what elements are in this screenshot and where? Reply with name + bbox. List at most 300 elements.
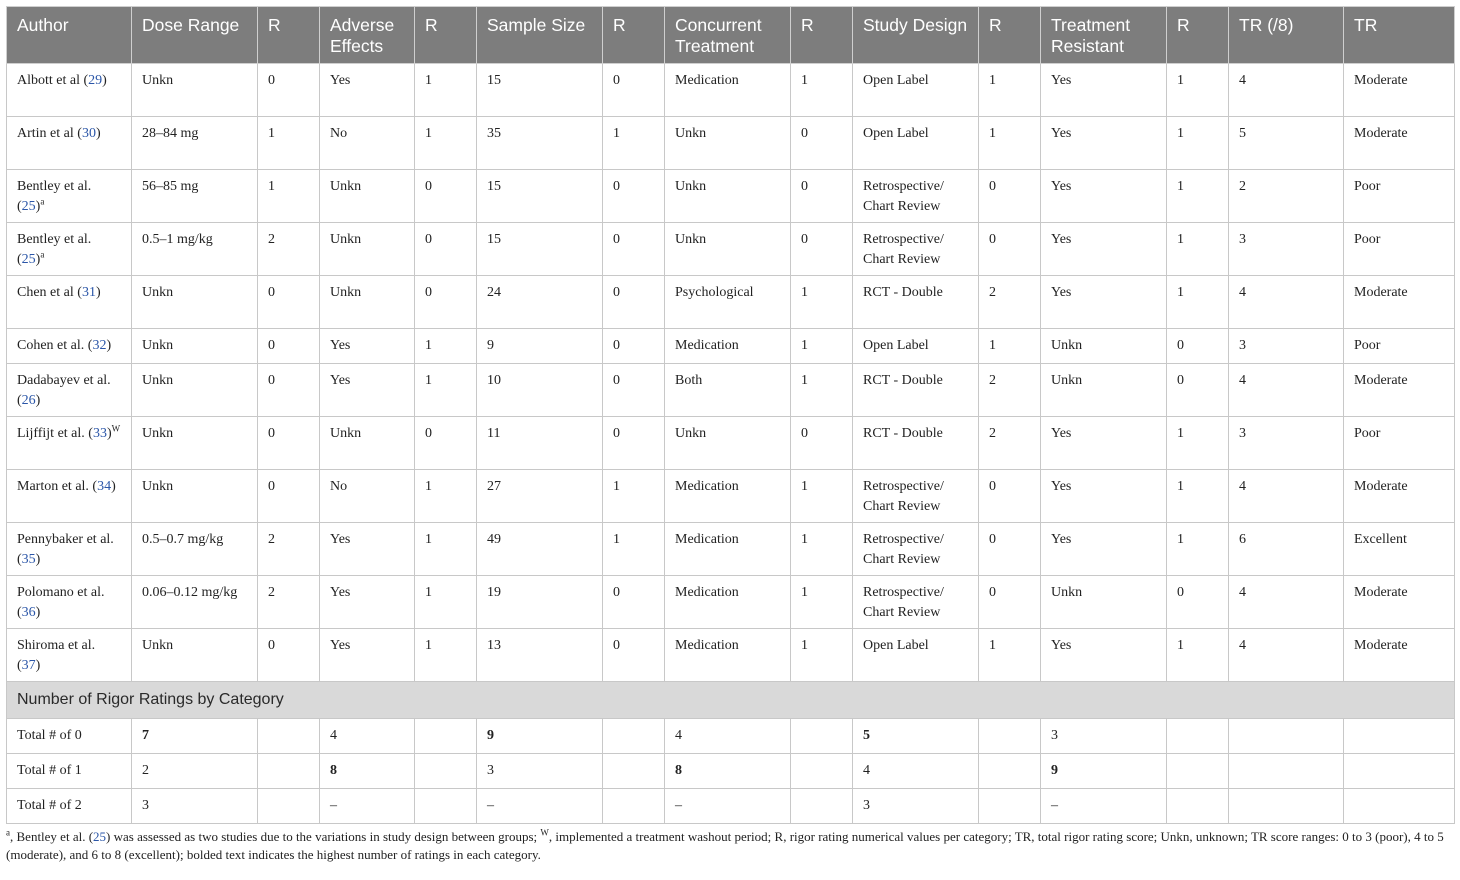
treatment-resistant-cell: Yes: [1041, 276, 1167, 329]
adverse-effects-cell: Yes: [320, 576, 415, 629]
ref-close: ): [35, 605, 41, 620]
empty-cell: [1344, 719, 1455, 754]
rating-cell: 1: [603, 470, 665, 523]
table-row: [7, 276, 1455, 329]
tr-category-cell: Poor: [1344, 329, 1455, 364]
author-name: Pennybaker et al.: [17, 532, 114, 547]
author-name: Marton et al.: [17, 479, 89, 494]
rating-cell: 2: [979, 364, 1041, 417]
adverse-effects-cell: Yes: [320, 64, 415, 117]
rating-cell: 0: [603, 276, 665, 329]
rating-cell: 0: [1167, 576, 1229, 629]
footnote-marker: W: [111, 423, 121, 434]
empty-cell: [1167, 719, 1229, 754]
rating-cell: 1: [415, 117, 477, 170]
rating-cell: 1: [258, 117, 320, 170]
rating-cell: 0: [258, 364, 320, 417]
author-name: Bentley et al.: [17, 179, 92, 194]
author-cell: [7, 523, 132, 576]
rating-cell: 1: [1167, 276, 1229, 329]
column-header: Sample Size: [477, 7, 603, 64]
rating-cell: 2: [979, 276, 1041, 329]
rating-cell: 0: [1167, 364, 1229, 417]
dose-range-cell: 0.06–0.12 mg/kg: [132, 576, 258, 629]
footnote-text-3: , implemented a treatment washout period; R, rigor rating numerical values per category; TR, total rigor rating score; Unkn, unknown; TR score ranges: 0 to 3 (poor), 4 to 5 (moderate), and 6 to 8 (excellent); bolded text indicates the highest number of ratings in each category.: [6, 829, 1444, 862]
ref-close: ): [106, 338, 112, 353]
concurrent-treatment-cell: Medication: [665, 329, 791, 364]
rating-cell: 1: [979, 329, 1041, 364]
sample-size-cell: 15: [477, 64, 603, 117]
concurrent-treatment-cell: Medication: [665, 523, 791, 576]
author-cell: [7, 629, 132, 682]
rating-cell: 0: [603, 417, 665, 470]
adverse-effects-cell: Yes: [320, 364, 415, 417]
study-design-cell: Open Label: [853, 629, 979, 682]
rating-cell: 1: [415, 576, 477, 629]
empty-cell: [258, 789, 320, 824]
total-row: [7, 719, 1455, 754]
column-header: R: [258, 7, 320, 64]
ref-open: (: [87, 338, 93, 353]
tr-score-cell: 4: [1229, 364, 1344, 417]
reference-link[interactable]: 32: [92, 338, 107, 353]
tr-score-cell: 3: [1229, 417, 1344, 470]
footnote-ref-link[interactable]: 25: [93, 829, 107, 844]
column-header: TR: [1344, 7, 1455, 64]
empty-cell: [1229, 789, 1344, 824]
treatment-resistant-cell: Yes: [1041, 117, 1167, 170]
section-header-row: [7, 682, 1455, 719]
tr-category-cell: Moderate: [1344, 64, 1455, 117]
rating-cell: 1: [791, 576, 853, 629]
rating-cell: 0: [258, 276, 320, 329]
tr-category-cell: Poor: [1344, 223, 1455, 276]
reference-link[interactable]: 36: [21, 605, 36, 620]
rating-cell: 1: [415, 470, 477, 523]
table-row: [7, 223, 1455, 276]
empty-cell: [979, 719, 1041, 754]
rating-cell: 1: [791, 64, 853, 117]
sample-size-cell: 27: [477, 470, 603, 523]
author-cell: [7, 417, 132, 470]
author-cell: [7, 364, 132, 417]
sample-size-cell: 11: [477, 417, 603, 470]
table-header-row: [7, 7, 1455, 64]
dose-range-cell: Unkn: [132, 276, 258, 329]
sample-size-cell: 24: [477, 276, 603, 329]
dose-range-cell: Unkn: [132, 364, 258, 417]
ref-open: (: [17, 199, 22, 214]
dose-range-cell: Unkn: [132, 329, 258, 364]
total-count-cell: 3: [1041, 719, 1167, 754]
ref-open: (: [17, 605, 22, 620]
ref-close: ): [35, 393, 41, 408]
reference-link[interactable]: 35: [21, 552, 36, 567]
rating-cell: 0: [979, 523, 1041, 576]
total-count-cell: 9: [1041, 754, 1167, 789]
ref-close: ): [35, 199, 41, 214]
footnote-text-1: , Bentley et al. (: [10, 829, 94, 844]
rating-cell: 1: [1167, 170, 1229, 223]
rating-cell: 1: [979, 629, 1041, 682]
total-label-cell: Total # of 2: [7, 789, 132, 824]
rating-cell: 1: [791, 329, 853, 364]
rating-cell: 1: [791, 470, 853, 523]
rating-cell: 0: [979, 223, 1041, 276]
concurrent-treatment-cell: Medication: [665, 470, 791, 523]
rating-cell: 1: [979, 64, 1041, 117]
total-count-cell: 2: [132, 754, 258, 789]
concurrent-treatment-cell: Medication: [665, 64, 791, 117]
ref-open: (: [77, 285, 82, 300]
ref-close: ): [106, 426, 112, 441]
dose-range-cell: Unkn: [132, 417, 258, 470]
column-header: R: [415, 7, 477, 64]
treatment-resistant-cell: Unkn: [1041, 364, 1167, 417]
ref-open: (: [88, 426, 93, 441]
concurrent-treatment-cell: Both: [665, 364, 791, 417]
dose-range-cell: 0.5–1 mg/kg: [132, 223, 258, 276]
table-container: [6, 6, 1454, 864]
table-row: [7, 329, 1455, 364]
rating-cell: 1: [415, 629, 477, 682]
table-row: [7, 470, 1455, 523]
dose-range-cell: 56–85 mg: [132, 170, 258, 223]
table-body: [7, 64, 1455, 824]
rating-cell: 1: [415, 329, 477, 364]
rating-cell: 0: [791, 223, 853, 276]
table-row: [7, 170, 1455, 223]
empty-cell: [791, 754, 853, 789]
rating-cell: 0: [258, 629, 320, 682]
tr-score-cell: 4: [1229, 576, 1344, 629]
tr-category-cell: Poor: [1344, 417, 1455, 470]
rating-cell: 0: [415, 170, 477, 223]
rating-cell: 2: [258, 523, 320, 576]
ref-close: ): [95, 126, 101, 141]
author-name: Polomano et al.: [17, 585, 105, 600]
total-count-cell: –: [1041, 789, 1167, 824]
study-design-cell: Open Label: [853, 64, 979, 117]
empty-cell: [1344, 789, 1455, 824]
empty-cell: [791, 719, 853, 754]
total-count-cell: 4: [320, 719, 415, 754]
table-footnote: [6, 828, 1454, 864]
total-count-cell: 3: [132, 789, 258, 824]
author-name: Artin et al: [17, 126, 74, 141]
reference-link[interactable]: 30: [81, 126, 96, 141]
column-header: R: [603, 7, 665, 64]
sample-size-cell: 15: [477, 223, 603, 276]
total-count-cell: 8: [665, 754, 791, 789]
rating-cell: 0: [603, 576, 665, 629]
total-count-cell: 3: [853, 789, 979, 824]
rating-cell: 2: [258, 223, 320, 276]
author-cell: [7, 117, 132, 170]
author-name: Lijffijt et al.: [17, 426, 85, 441]
table-row: [7, 629, 1455, 682]
dose-range-cell: Unkn: [132, 470, 258, 523]
study-design-cell: Retrospective/ Chart Review: [853, 576, 979, 629]
study-design-cell: RCT - Double: [853, 364, 979, 417]
rating-cell: 0: [791, 417, 853, 470]
concurrent-treatment-cell: Unkn: [665, 170, 791, 223]
tr-score-cell: 6: [1229, 523, 1344, 576]
rating-cell: 0: [979, 470, 1041, 523]
rating-cell: 1: [791, 364, 853, 417]
concurrent-treatment-cell: Unkn: [665, 117, 791, 170]
adverse-effects-cell: Unkn: [320, 170, 415, 223]
concurrent-treatment-cell: Medication: [665, 576, 791, 629]
empty-cell: [979, 754, 1041, 789]
treatment-resistant-cell: Yes: [1041, 223, 1167, 276]
reference-link[interactable]: 29: [88, 73, 103, 88]
rating-cell: 0: [603, 629, 665, 682]
adverse-effects-cell: Unkn: [320, 223, 415, 276]
tr-score-cell: 4: [1229, 276, 1344, 329]
rating-cell: 2: [979, 417, 1041, 470]
ref-open: (: [77, 126, 82, 141]
author-name: Chen et al: [17, 285, 74, 300]
rating-cell: 0: [791, 170, 853, 223]
adverse-effects-cell: Yes: [320, 523, 415, 576]
rating-cell: 0: [603, 364, 665, 417]
dose-range-cell: Unkn: [132, 64, 258, 117]
empty-cell: [791, 789, 853, 824]
reference-link[interactable]: 31: [81, 285, 96, 300]
column-header: Author: [7, 7, 132, 64]
rating-cell: 1: [415, 64, 477, 117]
study-design-cell: Retrospective/ Chart Review: [853, 223, 979, 276]
empty-cell: [258, 719, 320, 754]
total-label-cell: Total # of 0: [7, 719, 132, 754]
ref-close: ): [35, 658, 41, 673]
treatment-resistant-cell: Yes: [1041, 470, 1167, 523]
footnote-mark-a: a: [6, 827, 10, 838]
treatment-resistant-cell: Yes: [1041, 629, 1167, 682]
total-row: [7, 754, 1455, 789]
ref-close: ): [35, 252, 41, 267]
total-count-cell: 7: [132, 719, 258, 754]
ref-open: (: [83, 73, 89, 88]
rating-cell: 2: [258, 576, 320, 629]
study-design-cell: Open Label: [853, 117, 979, 170]
concurrent-treatment-cell: Unkn: [665, 223, 791, 276]
total-count-cell: –: [665, 789, 791, 824]
author-name: Cohen et al.: [17, 338, 85, 353]
sample-size-cell: 19: [477, 576, 603, 629]
total-count-cell: 9: [477, 719, 603, 754]
rating-cell: 0: [415, 223, 477, 276]
rating-cell: 1: [1167, 223, 1229, 276]
author-cell: [7, 170, 132, 223]
total-count-cell: 4: [853, 754, 979, 789]
adverse-effects-cell: Unkn: [320, 417, 415, 470]
reference-link[interactable]: 25: [21, 252, 36, 267]
treatment-resistant-cell: Yes: [1041, 64, 1167, 117]
study-design-cell: Retrospective/ Chart Review: [853, 170, 979, 223]
footnote-text-2: ) was assessed as two studies due to the variations in study design between groups;: [106, 829, 541, 844]
sample-size-cell: 35: [477, 117, 603, 170]
concurrent-treatment-cell: Psychological: [665, 276, 791, 329]
empty-cell: [1229, 754, 1344, 789]
empty-cell: [415, 789, 477, 824]
table-row: [7, 576, 1455, 629]
dose-range-cell: 0.5–0.7 mg/kg: [132, 523, 258, 576]
rating-cell: 0: [603, 329, 665, 364]
tr-score-cell: 4: [1229, 470, 1344, 523]
dose-range-cell: 28–84 mg: [132, 117, 258, 170]
tr-score-cell: 5: [1229, 117, 1344, 170]
tr-score-cell: 3: [1229, 223, 1344, 276]
author-cell: [7, 64, 132, 117]
table-row: [7, 417, 1455, 470]
rating-cell: 0: [603, 170, 665, 223]
rating-cell: 0: [979, 170, 1041, 223]
ref-open: (: [92, 479, 98, 494]
rating-cell: 0: [979, 576, 1041, 629]
rating-cell: 0: [603, 223, 665, 276]
rating-cell: 0: [415, 417, 477, 470]
tr-score-cell: 4: [1229, 64, 1344, 117]
rating-cell: 1: [1167, 470, 1229, 523]
sample-size-cell: 15: [477, 170, 603, 223]
column-header: R: [979, 7, 1041, 64]
treatment-resistant-cell: Yes: [1041, 170, 1167, 223]
ref-close: ): [35, 552, 41, 567]
reference-link[interactable]: 26: [21, 393, 36, 408]
adverse-effects-cell: No: [320, 470, 415, 523]
table-row: [7, 117, 1455, 170]
empty-cell: [1229, 719, 1344, 754]
rating-cell: 0: [1167, 329, 1229, 364]
empty-cell: [1167, 789, 1229, 824]
total-count-cell: 4: [665, 719, 791, 754]
reference-link[interactable]: 33: [92, 426, 107, 441]
tr-category-cell: Moderate: [1344, 629, 1455, 682]
empty-cell: [1344, 754, 1455, 789]
author-cell: [7, 276, 132, 329]
tr-category-cell: Moderate: [1344, 364, 1455, 417]
author-cell: [7, 576, 132, 629]
sample-size-cell: 10: [477, 364, 603, 417]
total-count-cell: –: [320, 789, 415, 824]
study-design-cell: Open Label: [853, 329, 979, 364]
column-header: Concurrent Treatment: [665, 7, 791, 64]
empty-cell: [603, 789, 665, 824]
total-count-cell: –: [477, 789, 603, 824]
adverse-effects-cell: Yes: [320, 329, 415, 364]
rating-cell: 1: [791, 629, 853, 682]
rating-cell: 0: [258, 470, 320, 523]
total-count-cell: 8: [320, 754, 415, 789]
sample-size-cell: 13: [477, 629, 603, 682]
rating-cell: 1: [1167, 523, 1229, 576]
author-name: Bentley et al.: [17, 232, 92, 247]
empty-cell: [415, 719, 477, 754]
column-header: Treatment Resistant: [1041, 7, 1167, 64]
ref-close: ): [111, 479, 116, 494]
column-header: R: [1167, 7, 1229, 64]
section-title: Number of Rigor Ratings by Category: [7, 682, 1455, 719]
ref-open: (: [17, 552, 22, 567]
table-row: [7, 64, 1455, 117]
tr-category-cell: Poor: [1344, 170, 1455, 223]
rating-cell: 0: [603, 64, 665, 117]
total-count-cell: 5: [853, 719, 979, 754]
total-label-cell: Total # of 1: [7, 754, 132, 789]
rating-cell: 1: [415, 523, 477, 576]
rating-cell: 1: [415, 364, 477, 417]
adverse-effects-cell: Yes: [320, 629, 415, 682]
column-header: TR (/8): [1229, 7, 1344, 64]
footnote-marker: a: [40, 249, 45, 260]
rating-cell: 0: [258, 64, 320, 117]
rating-cell: 0: [415, 276, 477, 329]
empty-cell: [415, 754, 477, 789]
ref-open: (: [17, 252, 22, 267]
rating-cell: 1: [603, 117, 665, 170]
table-row: [7, 364, 1455, 417]
rating-cell: 1: [791, 276, 853, 329]
ref-open: (: [17, 393, 22, 408]
author-cell: [7, 470, 132, 523]
rating-cell: 1: [258, 170, 320, 223]
empty-cell: [1167, 754, 1229, 789]
treatment-resistant-cell: Unkn: [1041, 329, 1167, 364]
rating-cell: 0: [791, 117, 853, 170]
rating-cell: 1: [1167, 64, 1229, 117]
reference-link[interactable]: 34: [97, 479, 112, 494]
ref-close: ): [95, 285, 101, 300]
reference-link[interactable]: 37: [21, 658, 36, 673]
rating-cell: 1: [1167, 417, 1229, 470]
study-design-cell: RCT - Double: [853, 276, 979, 329]
ref-close: ): [102, 73, 107, 88]
author-cell: [7, 223, 132, 276]
rating-cell: 1: [603, 523, 665, 576]
study-design-cell: Retrospective/ Chart Review: [853, 523, 979, 576]
tr-category-cell: Moderate: [1344, 117, 1455, 170]
tr-score-cell: 2: [1229, 170, 1344, 223]
tr-category-cell: Moderate: [1344, 470, 1455, 523]
rating-cell: 1: [979, 117, 1041, 170]
adverse-effects-cell: No: [320, 117, 415, 170]
adverse-effects-cell: Unkn: [320, 276, 415, 329]
author-name: Dadabayev et al.: [17, 373, 111, 388]
rating-cell: 1: [791, 523, 853, 576]
table-row: [7, 523, 1455, 576]
study-design-cell: Retrospective/ Chart Review: [853, 470, 979, 523]
sample-size-cell: 9: [477, 329, 603, 364]
author-name: Albott et al: [17, 73, 80, 88]
rating-cell: 0: [258, 329, 320, 364]
footnote-mark-w: W: [540, 827, 549, 838]
reference-link[interactable]: 25: [21, 199, 36, 214]
empty-cell: [603, 719, 665, 754]
concurrent-treatment-cell: Medication: [665, 629, 791, 682]
empty-cell: [603, 754, 665, 789]
rating-cell: 0: [258, 417, 320, 470]
rating-cell: 1: [1167, 629, 1229, 682]
empty-cell: [258, 754, 320, 789]
tr-category-cell: Moderate: [1344, 276, 1455, 329]
treatment-resistant-cell: Yes: [1041, 523, 1167, 576]
tr-category-cell: Excellent: [1344, 523, 1455, 576]
rigor-ratings-table: [6, 6, 1455, 824]
column-header: Adverse Effects: [320, 7, 415, 64]
tr-score-cell: 3: [1229, 329, 1344, 364]
